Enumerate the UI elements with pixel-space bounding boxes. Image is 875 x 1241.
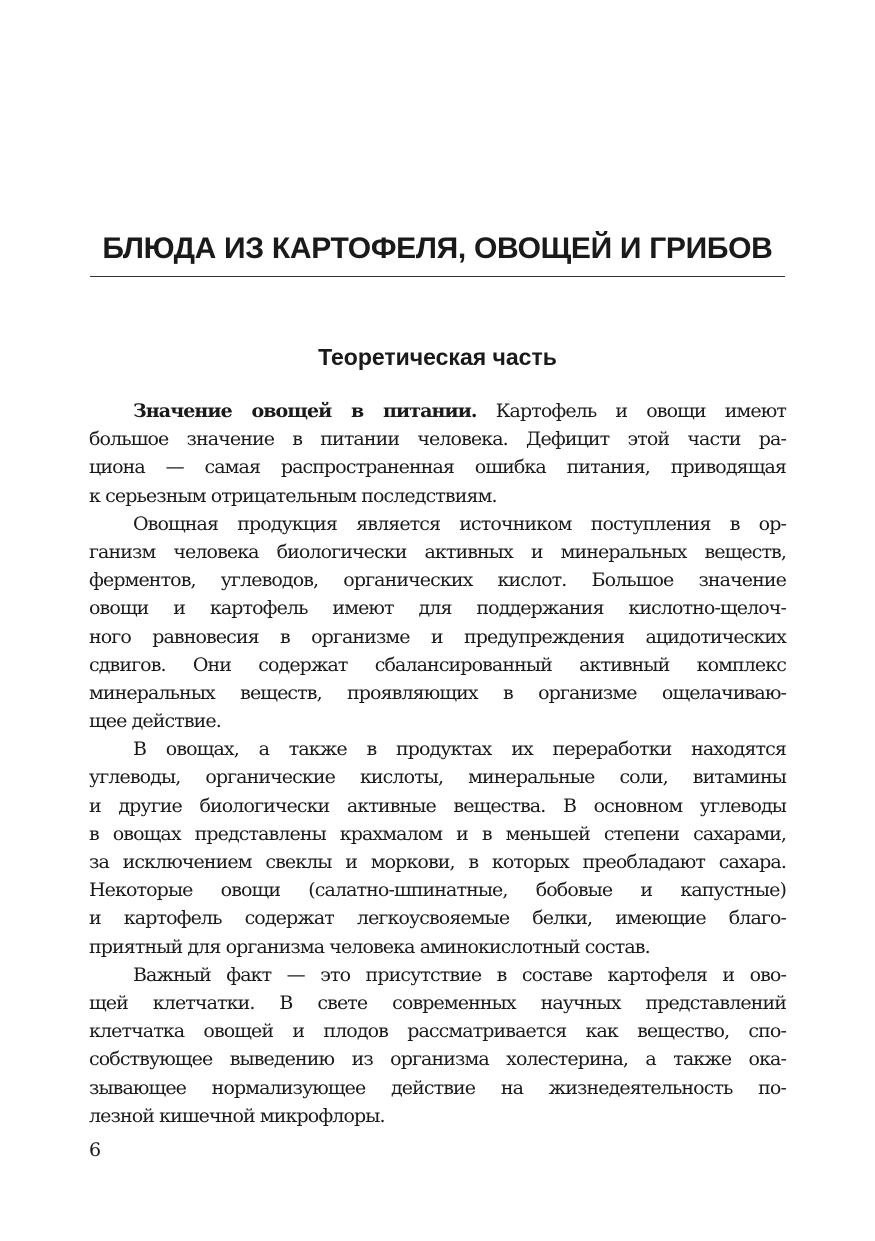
text-line: ного равновесия в организме и предупреждения ацидотических <box>89 625 786 648</box>
text-line: щей клетчатки. В свете современных научных представлений <box>89 991 786 1014</box>
text-line <box>89 397 786 425</box>
paragraph <box>89 961 786 1130</box>
paragraph-lead: Значение овощей в питании. <box>133 400 477 422</box>
text-line: и другие биологически активные вещества. В основном углеводы <box>89 794 786 817</box>
text-line: за исключением свеклы и моркови, в которых преобладают сахара. <box>89 851 786 873</box>
text-line: минеральных веществ, проявляющих в организме ощелачиваю- <box>89 681 786 704</box>
text-line: углеводы, органические кислоты, минеральные соли, витамины <box>89 766 786 789</box>
text-line: лезной кишечной микрофлоры. <box>89 1104 385 1127</box>
text-line: к серьезным отрицательным последствиям. <box>89 484 497 507</box>
text-line: и картофель содержат легкоусвояемые белки, имеющие благо- <box>89 907 786 930</box>
text-line: зывающее нормализующее действие на жизнедеятельность по- <box>89 1076 786 1099</box>
text-line: большое значение в питании человека. Дефицит этой части ра- <box>89 428 786 451</box>
paragraph <box>89 510 786 736</box>
title-underline-rule <box>90 276 785 277</box>
text-line: Некоторые овощи (салатно-шпинатные, бобовые и капустные) <box>89 879 786 902</box>
section-heading: Теоретическая часть <box>318 344 557 370</box>
text-line: в овощах представлены крахмалом и в меньшей степени сахарами, <box>89 822 786 845</box>
text-line: щее действие. <box>89 710 221 733</box>
paragraph <box>89 735 786 961</box>
text-line: ганизм человека биологически активных и минеральных веществ, <box>89 540 786 563</box>
text-line: сдвигов. Они содержат сбалансированный активный комплекс <box>89 653 786 676</box>
page-number: 6 <box>89 1139 102 1161</box>
paragraph <box>89 397 786 510</box>
text-line: ферментов, углеводов, органических кислот. Большое значение <box>89 569 786 592</box>
text-line-rest: Картофель и овощи имеют <box>476 400 786 422</box>
body-text <box>89 397 786 1130</box>
text-line: В овощах, а также в продуктах их переработки находятся <box>133 738 786 761</box>
text-line: Овощная продукция является источником поступления в ор- <box>133 512 786 535</box>
text-line: клетчатка овощей и плодов рассматривается как вещество, спо- <box>89 1020 786 1043</box>
text-line: собствующее выведению из организма холестерина, а также ока- <box>89 1048 786 1071</box>
text-line: приятный для организма человека аминокислотный состав. <box>89 935 650 958</box>
text-line: овощи и картофель имеют для поддержания кислотно-щелоч- <box>89 597 786 620</box>
text-line: Важный факт — это присутствие в составе картофеля и ово- <box>133 963 786 986</box>
chapter-title: БЛЮДА ИЗ КАРТОФЕЛЯ, ОВОЩЕЙ И ГРИБОВ <box>102 232 773 265</box>
text-line: циона — самая распространенная ошибка питания, приводящая <box>89 456 786 479</box>
